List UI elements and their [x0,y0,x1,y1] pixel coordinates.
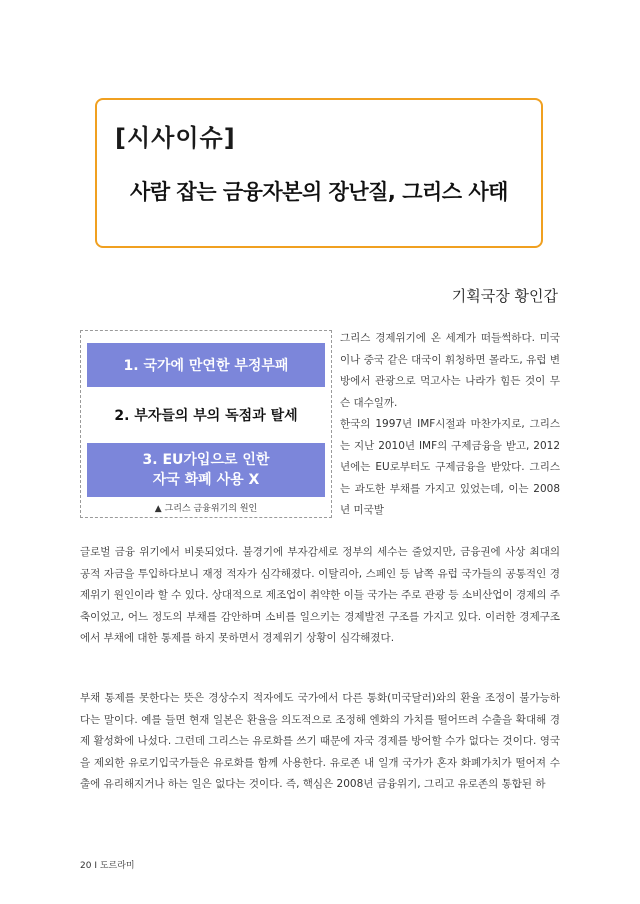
body-paragraph: 부채 통제를 못한다는 뜻은 경상수지 적자에도 국가에서 다른 통화(미국달러)와의 환율 조정이 불가능하다는 말이다. 예를 들면 현재 일본은 환율을 의도적으로 조정해 엔화의 가치를 떨어뜨려 수출을 확대해 경제 활성화에 나섰다. 그런데 그리스는 유로화를 쓰기 때문에 자국 경제를 방어할 수가 없다는 것이다. 영국을 제외한 유로기입국가들은 유로화를 함께 사용한다. 유로존 내 일개 국가가 혼자 화폐가치가 떨어져 수출에 유리해지거나 하는 일은 없다는 것이다. 즉, 핵심은 2008년 금융위기, 그리고 유로존의 통합된 하 [80,692,560,790]
article-title: 사람 잡는 금융자본의 장난질, 그리스 사태 [130,180,508,204]
cause-item-3-line-1: 3. EU가입으로 인한 [142,452,270,468]
side-paragraph: 한국의 1997년 IMF시절과 마찬가지로, 그리스는 지난 2010년 IMF의 구제금융을 받고, 2012년에는 EU로부터도 구제금융을 받았다. 그리스는 과도한 부채를 가지고 있었는데, 이는 2008년 미국발 [340,418,560,516]
cause-item-3-line-2: 자국 화폐 사용 X [152,472,260,488]
title-box [95,98,543,248]
cause-item-1: 1. 국가에 만연한 부정부패 [87,343,325,387]
cause-item-2: 2. 부자들의 부의 독점과 탈세 [87,393,325,437]
author-byline: 기획국장 황인갑 [451,287,558,305]
body-paragraph: 글로벌 금융 위기에서 비롯되었다. 불경기에 부자감세로 정부의 세수는 줄었지만, 금융권에 사상 최대의 공적 자금을 투입하다보니 재정 적자가 심각해졌다. 이탈리아, 스페인 등 남쪽 유럽 국가들의 공통적인 경제위기 원인이라 할 수 있다. 상대적으로 제조업이 취약한 이들 국가는 주로 관광 등 소비산업이 경제의 주축이었고, 어느 정도의 부채를 감안하며 소비를 일으키는 경제발전 구조를 가지고 있다. 이러한 경제구조에서 부채에 대한 통제를 하지 못하면서 경제위기 상황이 심각해졌다. [80,546,560,644]
page-footer: 20 I 도르라미 [80,861,135,871]
body-block [80,688,560,796]
side-column [340,328,560,522]
section-kicker: [시사이슈] [115,124,236,152]
figure-caption: ▲ 그리스 금융위기의 원인 [154,504,258,514]
causes-figure [80,330,332,518]
cause-item-3 [87,443,325,497]
body-block [80,542,560,650]
side-paragraph: 그리스 경제위기에 온 세계가 떠들썩하다. 미국이나 중국 같은 대국이 휘청하면 몰라도, 유럽 변방에서 관광으로 먹고사는 나라가 힘든 것이 무슨 대수일까. [340,332,560,409]
